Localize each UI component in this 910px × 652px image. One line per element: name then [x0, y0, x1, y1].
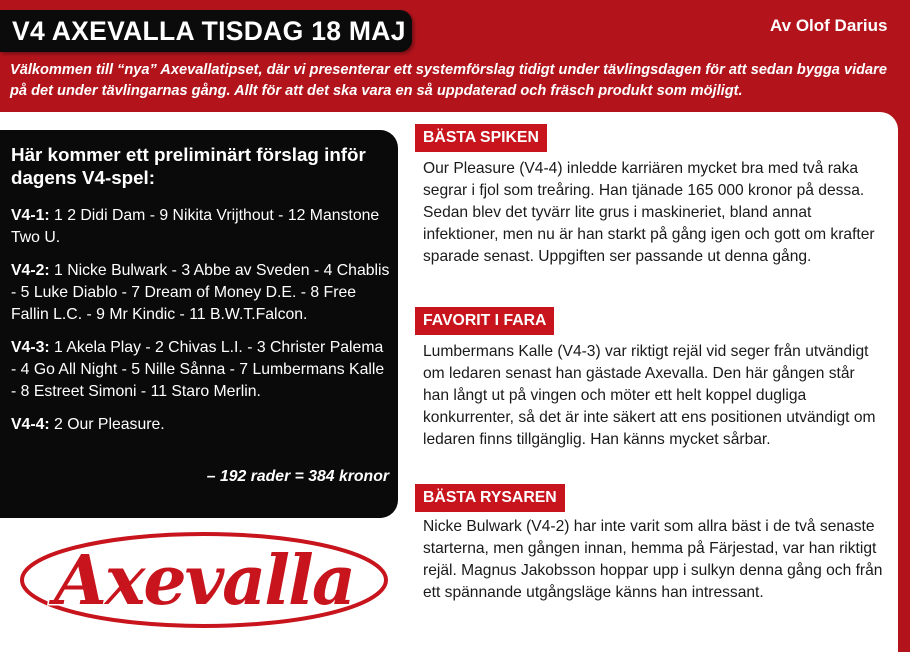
section-label-basta-spiken: BÄSTA SPIKEN [415, 124, 547, 152]
section-label-favorit-i-fara: FAVORIT I FARA [415, 307, 554, 335]
page-title: V4 AXEVALLA TISDAG 18 MAJ [12, 16, 406, 46]
race-horses: 1 2 Didi Dam - 9 Nikita Vrijthout - 12 Manstone Two U. [11, 207, 380, 246]
race-item-v4-1 [11, 205, 391, 249]
system-summary: – 192 rader = 384 kronor [206, 468, 389, 485]
author-byline: Av Olof Darius [770, 16, 888, 35]
race-label: V4-4: [11, 416, 50, 433]
race-horses: 1 Akela Play - 2 Chivas L.I. - 3 Christer Palema - 4 Go All Night - 5 Nille Sånna - 7 Lumbermans Kalle - 8 Estreet Simoni - 11 Staro Merlin. [11, 339, 385, 400]
section-text-favorit-i-fara: Lumbermans Kalle (V4-3) var riktigt rejäl vid seger från utvändigt om ledaren senast han gästade Axevalla. Den här gången står han långt ut på vingen och möter ett helt koppel dugliga konkurrenter, så det är inte säkert att ens positionen utvändigt om ledaren finns tillgänglig. Han känns mycket sårbar. [423, 343, 876, 448]
intro-text: Välkommen till “nya” Axevallatipset, där vi presenterar ett systemförslag tidigt under tävlingsdagen för att sedan bygga vidare på det under tävlingarnas gång. Allt för att det ska vara en så uppdaterad och fräsch produkt som möjligt. [10, 62, 887, 99]
race-label: V4-1: [11, 207, 50, 224]
race-label: V4-2: [11, 262, 50, 279]
section-text-basta-spiken: Our Pleasure (V4-4) inledde karriären mycket bra med två raka segrar i fjol som treåring. Han tjänade 165 000 kronor på dessa. Sedan blev det tyvärr lite grus i maskineriet, bland annat infektioner, men nu är han starkt på gång igen och gott om krafter sparade senast. Uppgiften ser passande ut denna gång. [423, 160, 875, 265]
race-label: V4-3: [11, 339, 50, 356]
logo-text: Axevalla [54, 541, 354, 621]
section-label-basta-rysaren: BÄSTA RYSAREN [415, 484, 565, 512]
race-item-v4-2 [11, 260, 391, 326]
title-bar [0, 10, 412, 52]
race-item-v4-4 [11, 414, 391, 436]
race-horses: 1 Nicke Bulwark - 3 Abbe av Sveden - 4 Chablis - 5 Luke Diablo - 7 Dream of Money D.E. - 8 Free Fallin L.C. - 9 Mr Kindic - 11 B.W.T.Falcon. [11, 262, 390, 323]
proposal-heading: Här kommer ett preliminärt förslag inför dagens V4-spel: [11, 144, 366, 188]
section-text-basta-rysaren: Nicke Bulwark (V4-2) har inte varit som allra bäst i de två senaste starterna, men gången innan, hemma på Färjestad, var han riktigt rejäl. Magnus Jakobsson hoppar upp i sulkyn denna gång och från ett spännande utgångsläge känns han intressant. [423, 518, 883, 601]
axevalla-logo [18, 520, 390, 632]
race-item-v4-3 [11, 337, 391, 403]
proposal-box [0, 130, 398, 518]
race-horses: 2 Our Pleasure. [49, 416, 165, 433]
